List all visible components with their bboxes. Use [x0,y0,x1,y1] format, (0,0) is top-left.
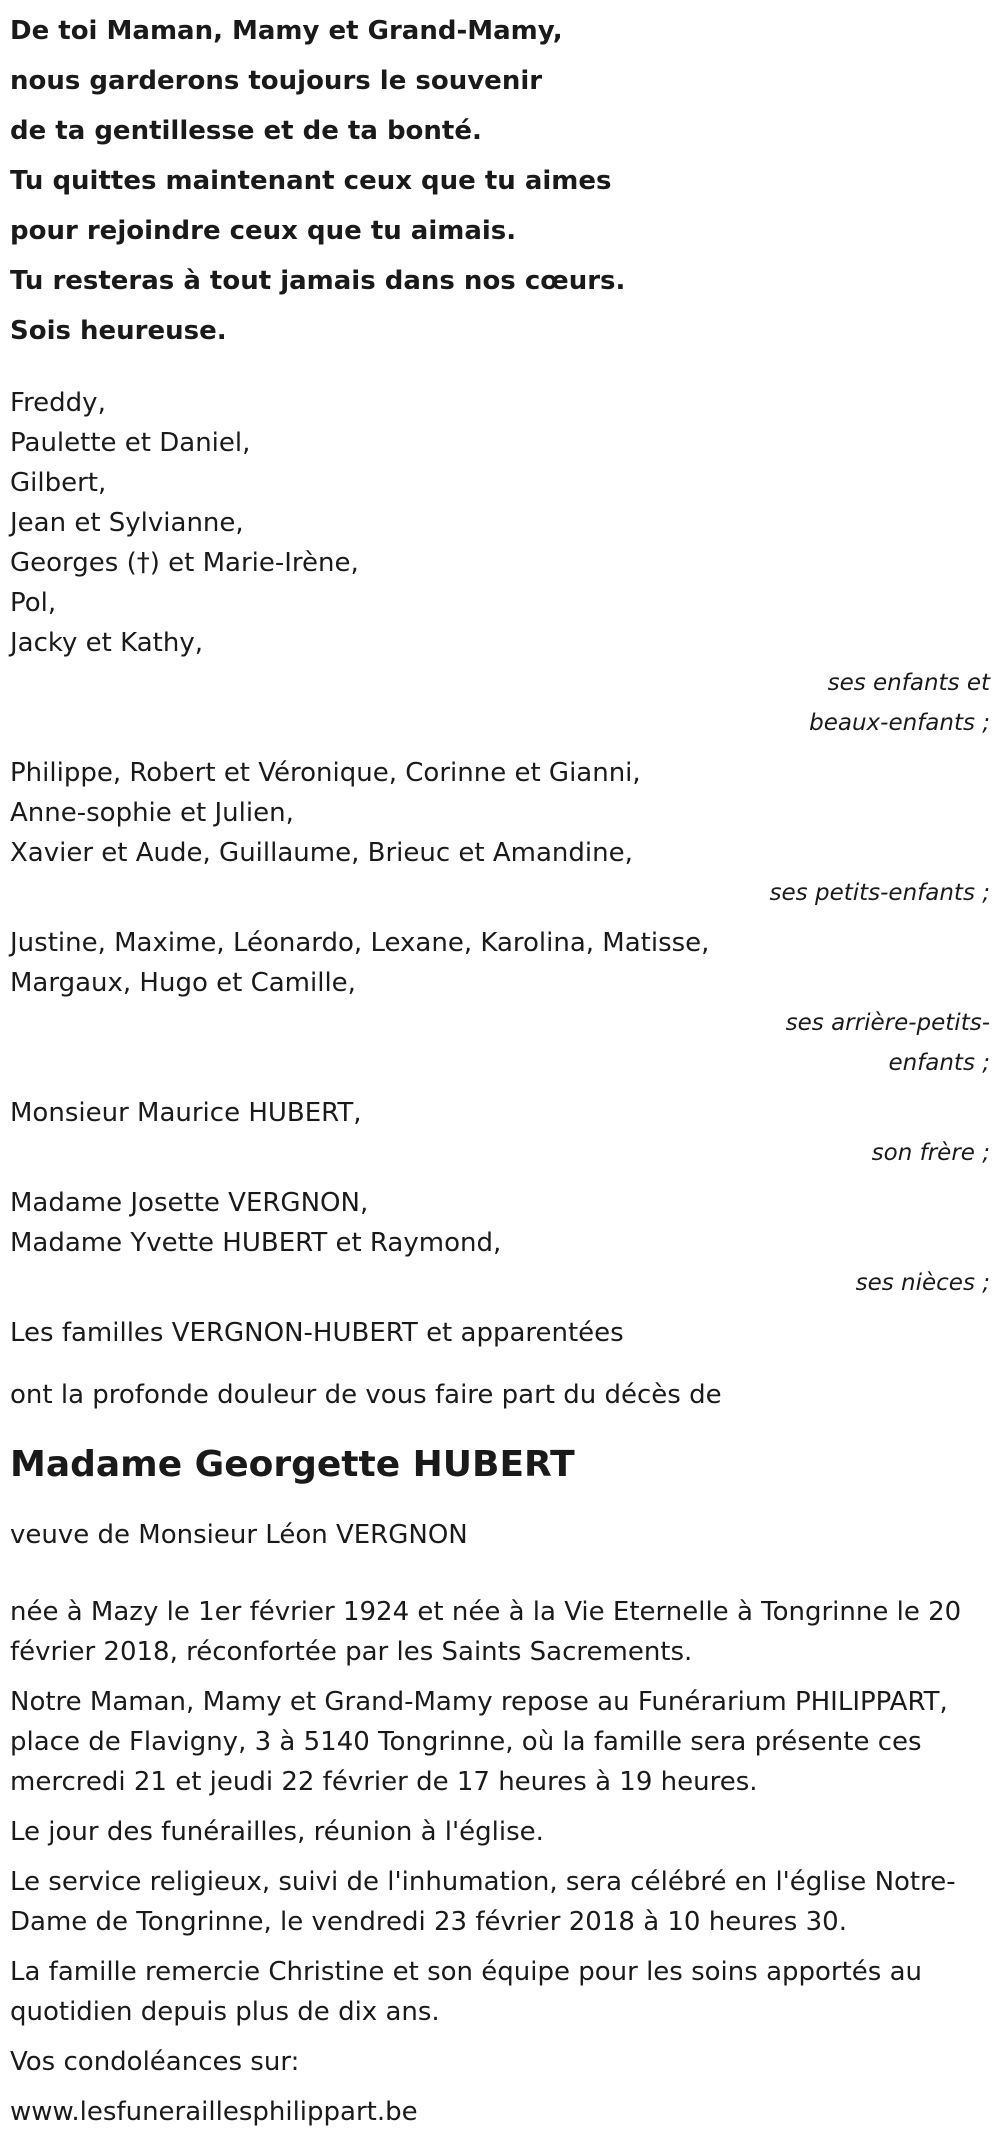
families-line: Les familles VERGNON-HUBERT et apparentées [10,1318,624,1348]
nieces-block [10,1183,990,1303]
birth-death-paragraph: née à Mazy le 1er février 1924 et née à la Vie Eternelle à Tongrinne le 20 février 2018, réconfortée par les Saints Sacrements. [10,1597,962,1667]
family-name-line: Philippe, Robert et Véronique, Corinne et Gianni, [10,758,641,788]
relation-label: ses arrière-petits- [785,1010,990,1036]
relation-label: beaux-enfants ; [809,710,990,736]
family-name-line: Justine, Maxime, Léonardo, Lexane, Karolina, Matisse, [10,928,710,958]
family-name-line: Gilbert, [10,468,107,498]
children-block [10,383,990,743]
family-name-line: Xavier et Aude, Guillaume, Brieuc et Amandine, [10,838,633,868]
funeral-meeting-paragraph: Le jour des funérailles, réunion à l'église. [10,1817,544,1847]
relation-label: ses enfants et [827,670,990,696]
visitation-paragraph: Notre Maman, Mamy et Grand-Mamy repose au Funérarium PHILIPPART, place de Flavigny, 3 à 5140 Tongrinne, où la famille sera présente ces mercredi 21 et jeudi 22 février de 17 heures à 19 heures. [10,1687,948,1797]
poem-line: pour rejoindre ceux que tu aimais. [10,216,517,246]
grandchildren-block [10,753,990,913]
family-name-line: Jean et Sylvianne, [10,508,244,538]
condolences-website: www.lesfuneraillesphilippart.be [10,2097,418,2127]
family-name-line: Madame Yvette HUBERT et Raymond, [10,1228,502,1258]
poem-line: Tu resteras à tout jamais dans nos cœurs. [10,266,626,296]
relation-label: ses petits-enfants ; [769,880,990,906]
brother-block [10,1093,990,1173]
relation-label: ses nièces ; [855,1270,990,1296]
great-grandchildren-block [10,923,990,1083]
poem-line: Tu quittes maintenant ceux que tu aimes [10,166,612,196]
widow-of-line: veuve de Monsieur Léon VERGNON [10,1520,468,1550]
poem-line: de ta gentillesse et de ta bonté. [10,116,482,146]
announcement-line: ont la profonde douleur de vous faire part du décès de [10,1380,722,1410]
family-name-line: Monsieur Maurice HUBERT, [10,1098,362,1128]
poem-line: nous garderons toujours le souvenir [10,66,543,96]
poem-line: De toi Maman, Mamy et Grand-Mamy, [10,16,563,46]
details-block [10,1592,990,2132]
poem-line: Sois heureuse. [10,316,227,346]
service-paragraph: Le service religieux, suivi de l'inhumation, sera célébré en l'église Notre-Dame de Tongrinne, le vendredi 23 février 2018 à 10 heures 30. [10,1867,956,1937]
family-name-line: Anne-sophie et Julien, [10,798,294,828]
family-name-line: Pol, [10,588,57,618]
family-name-line: Paulette et Daniel, [10,428,251,458]
thanks-paragraph: La famille remercie Christine et son équipe pour les soins apportés au quotidien depuis plus de dix ans. [10,1957,923,2027]
obituary-content [10,0,990,2132]
relation-label: enfants ; [888,1050,990,1076]
family-name-line: Jacky et Kathy, [10,628,203,658]
condolences-label: Vos condoléances sur: [10,2047,300,2077]
relation-label: son frère ; [871,1140,990,1166]
family-name-line: Freddy, [10,388,106,418]
family-name-line: Margaux, Hugo et Camille, [10,968,356,998]
poem [10,0,990,356]
family-name-line: Georges (†) et Marie-Irène, [10,548,359,578]
deceased-name: Madame Georgette HUBERT [10,1444,575,1485]
family-name-line: Madame Josette VERGNON, [10,1188,369,1218]
